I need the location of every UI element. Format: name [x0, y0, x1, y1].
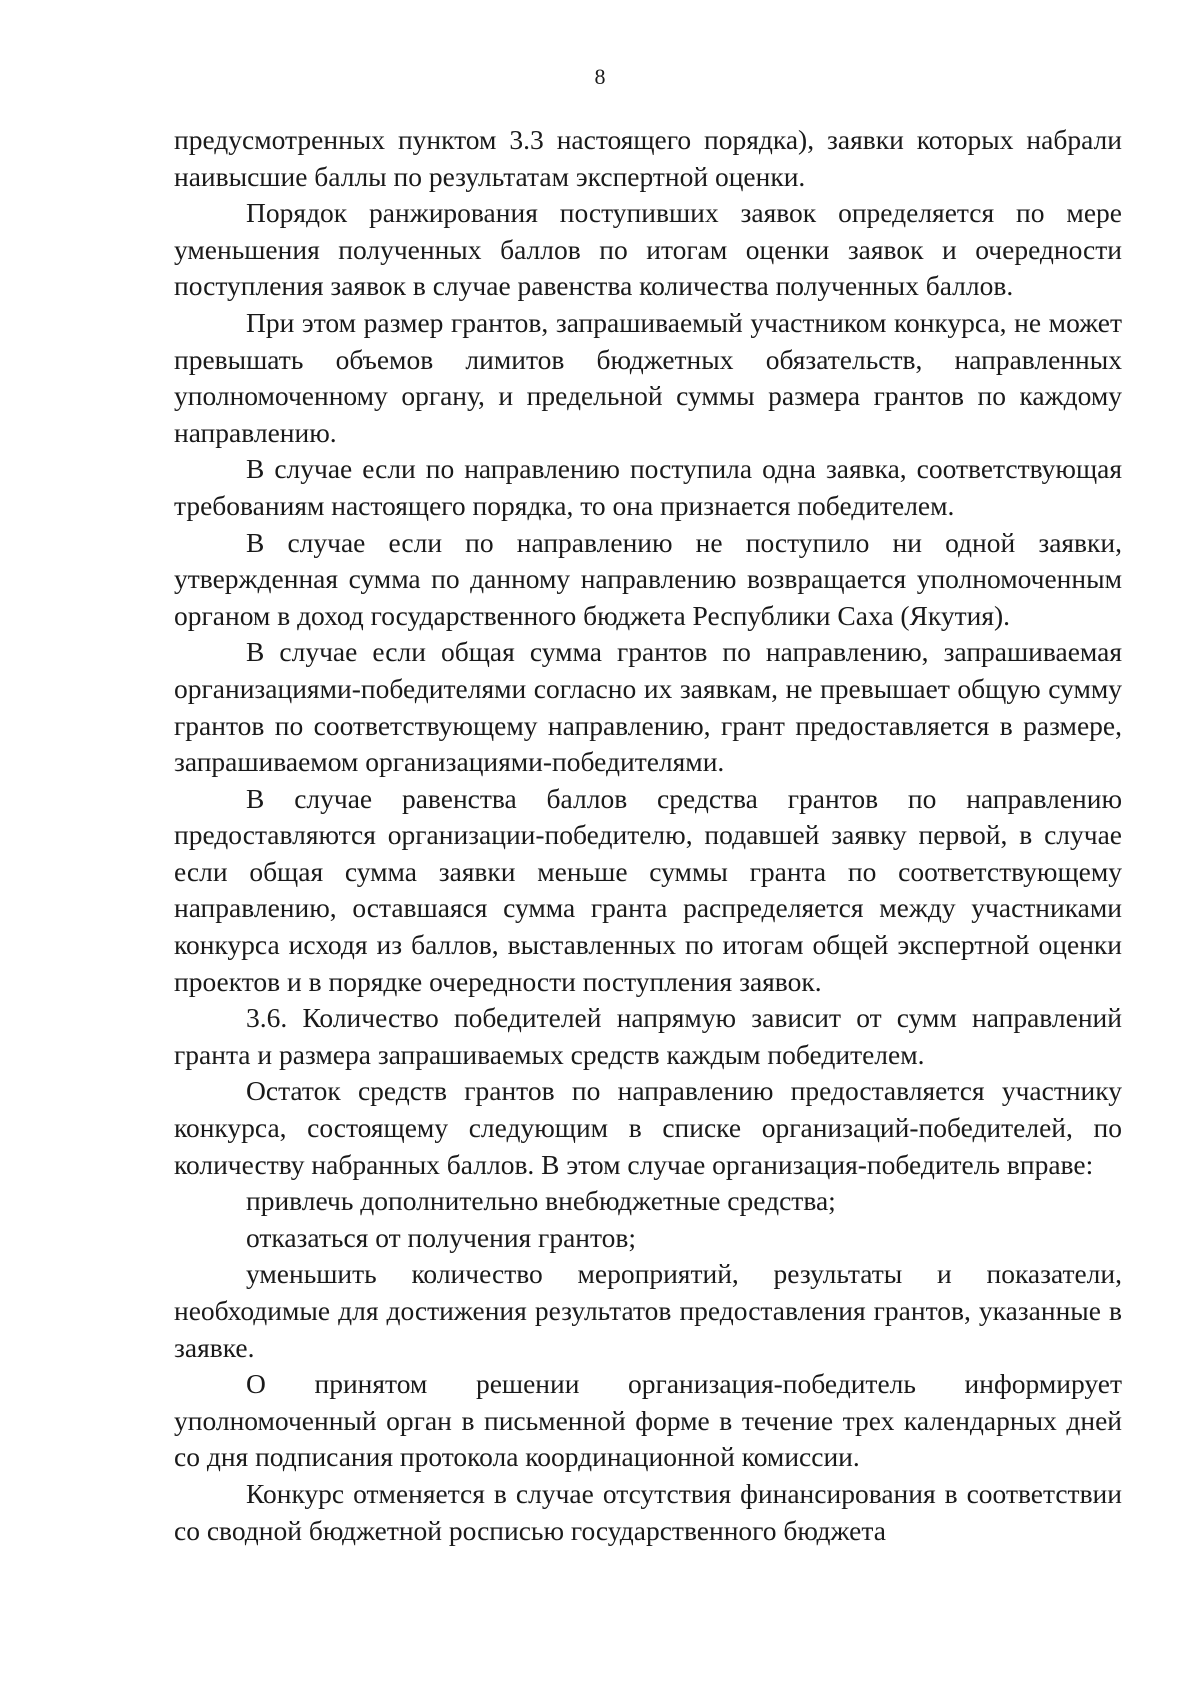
paragraph-total-not-exceeding: В случае если общая сумма грантов по направлению, запрашиваемая организациями-победителями согласно их заявкам, не превышает общую сумму грантов по соответствующему направлению, грант предоставляется в размере, запрашиваемом организациями-победителями.: [174, 636, 1122, 778]
list-item-decline-grants: отказаться от получения грантов;: [246, 1221, 637, 1253]
document-body: [174, 122, 1122, 1549]
paragraph-no-applications: В случае если по направлению не поступило ни одной заявки, утвержденная сумма по данному направлению возвращается уполномоченным органом в доход государственного бюджета Республики Саха (Якутия).: [174, 526, 1122, 631]
paragraph-section-3-6: 3.6. Количество победителей напрямую зависит от сумм направлений гранта и размера запрашиваемых средств каждым победителем.: [174, 1002, 1122, 1070]
paragraph-single-application: В случае если по направлению поступила одна заявка, соответствующая требованиям настоящего порядка, то она признается победителем.: [174, 453, 1122, 521]
paragraph-remaining-funds: Остаток средств грантов по направлению предоставляется участнику конкурса, состоящему следующим в списке организаций-победителей, по количеству набранных баллов. В этом случае организация-победитель вправе:: [174, 1075, 1122, 1180]
paragraph-grant-size-limit: При этом размер грантов, запрашиваемый участником конкурса, не может превышать объемов лимитов бюджетных обязательств, направленных уполномоченному органу, и предельной суммы размера грантов по каждому направлению.: [174, 306, 1122, 448]
page-number: 8: [594, 64, 606, 89]
paragraph-ranking-order: Порядок ранжирования поступивших заявок определяется по мере уменьшения полученных баллов по итогам оценки заявок и очередности поступления заявок в случае равенства количества полученных баллов.: [174, 197, 1122, 302]
paragraph-equal-scores: В случае равенства баллов средства грантов по направлению предоставляются организации-победителю, подавшей заявку первой, в случае если общая сумма заявки меньше суммы гранта по соответствующему направлению, оставшаяся сумма гранта распределяется между участниками конкурса исходя из баллов, выставленных по итогам общей экспертной оценки проектов и в порядке очередности поступления заявок.: [174, 782, 1122, 997]
paragraph-contest-cancellation: Конкурс отменяется в случае отсутствия финансирования в соответствии со сводной бюджетной росписью государственного бюджета: [174, 1477, 1122, 1546]
list-item-attract-funds: привлечь дополнительно внебюджетные средства;: [246, 1185, 836, 1217]
paragraph-decision-notice: О принятом решении организация-победитель информирует уполномоченный орган в письменной форме в течение трех календарных дней со дня подписания протокола координационной комиссии.: [174, 1368, 1122, 1473]
list-item-reduce-activities: уменьшить количество мероприятий, результаты и показатели, необходимые для достижения результатов предоставления грантов, указанные в заявке.: [174, 1258, 1122, 1363]
paragraph-continuation: предусмотренных пунктом 3.3 настоящего порядка), заявки которых набрали наивысшие баллы по результатам экспертной оценки.: [174, 124, 1122, 192]
